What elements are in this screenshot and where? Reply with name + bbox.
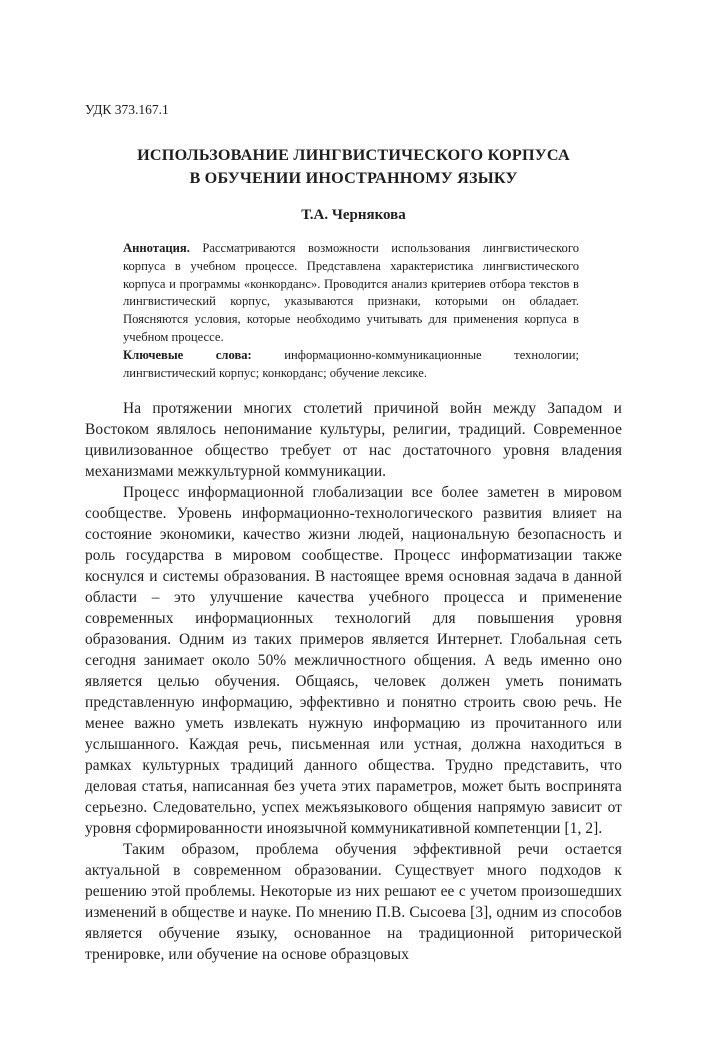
keywords-paragraph — [123, 347, 579, 383]
udc-number: УДК 373.167.1 — [85, 102, 169, 117]
article-title-line2: В ОБУЧЕНИИ ИНОСТРАННОМУ ЯЗЫКУ — [189, 168, 518, 187]
abstract-block — [123, 240, 579, 382]
annotation-text: Рассматриваются возможности использования лингвистического корпуса в учебном процессе. Представлена характеристика лингвистического корпуса и программы «конкорданс». Проводится анализ критериев отбора текстов в лингвистический корпус, указываются признаки, которыми он обладает. Поясняются условия, которые необходимо учитывать для применения корпуса в учебном процессе. — [123, 241, 579, 344]
article-body — [85, 398, 622, 965]
article-title-line1: ИСПОЛЬЗОВАНИЕ ЛИНГВИСТИЧЕСКОГО КОРПУСА — [137, 146, 570, 164]
article-title — [85, 144, 622, 189]
annotation-label: Аннотация. — [123, 241, 190, 255]
author-name: Т.А. Чернякова — [301, 207, 406, 223]
keywords-label: Ключевые слова: — [123, 347, 252, 362]
annotation-paragraph — [123, 240, 579, 347]
body-paragraph-1: На протяжении многих столетий причиной войн между Западом и Востоком являлось непонимание культуры, религии, традиций. Современное цивилизованное общество требует от нас достаточного уровня владения механизмами межкультурной коммуникации. — [85, 400, 622, 481]
body-paragraph-3: Таким образом, проблема обучения эффективной речи остается актуальной в современном образовании. Существует много подходов к решению этой проблемы. Некоторые из них решают ее с учетом произошедших изменений в обществе и науке. По мнению П.В. Сысоева [3], одним из способов является обучение языку, основанное на традиционной риторической тренировке, или обучение на основе образцовых — [85, 841, 622, 964]
body-paragraph-2: Процесс информационной глобализации все более заметен в мировом сообществе. Уровень информационно-технологического развития влияет на состояние экономики, качество жизни людей, национальную безопасность и роль государства в мировом сообществе. Процесс информатизации также коснулся и системы образования. В настоящее время основная задача в данной области – это улучшение качества учебного процесса и применение современных информационных технологий для повышения уровня образования. Одним из таких примеров является Интернет. Глобальная сеть сегодня занимает около 50% межличностного общения. А ведь именно оно является целью обучения. Общаясь, человек должен уметь понимать представленную информацию, эффективно и понятно строить свою речь. Не менее важно уметь извлекать нужную информацию из прочитанного или услышанного. Каждая речь, письменная или устная, должна находиться в рамках культурных традиций данного общества. Трудно представить, что деловая статья, написанная без учета этих параметров, может быть воспринята серьезно. Следовательно, успех межъязыкового общения напрямую зависит от уровня сформированности иноязычной коммуникативной компетенции [1, 2]. — [85, 484, 622, 838]
keywords-text: информационно-коммуникационные технологии; лингвистический корпус; конкорданс; обучение лексике. — [123, 347, 580, 380]
